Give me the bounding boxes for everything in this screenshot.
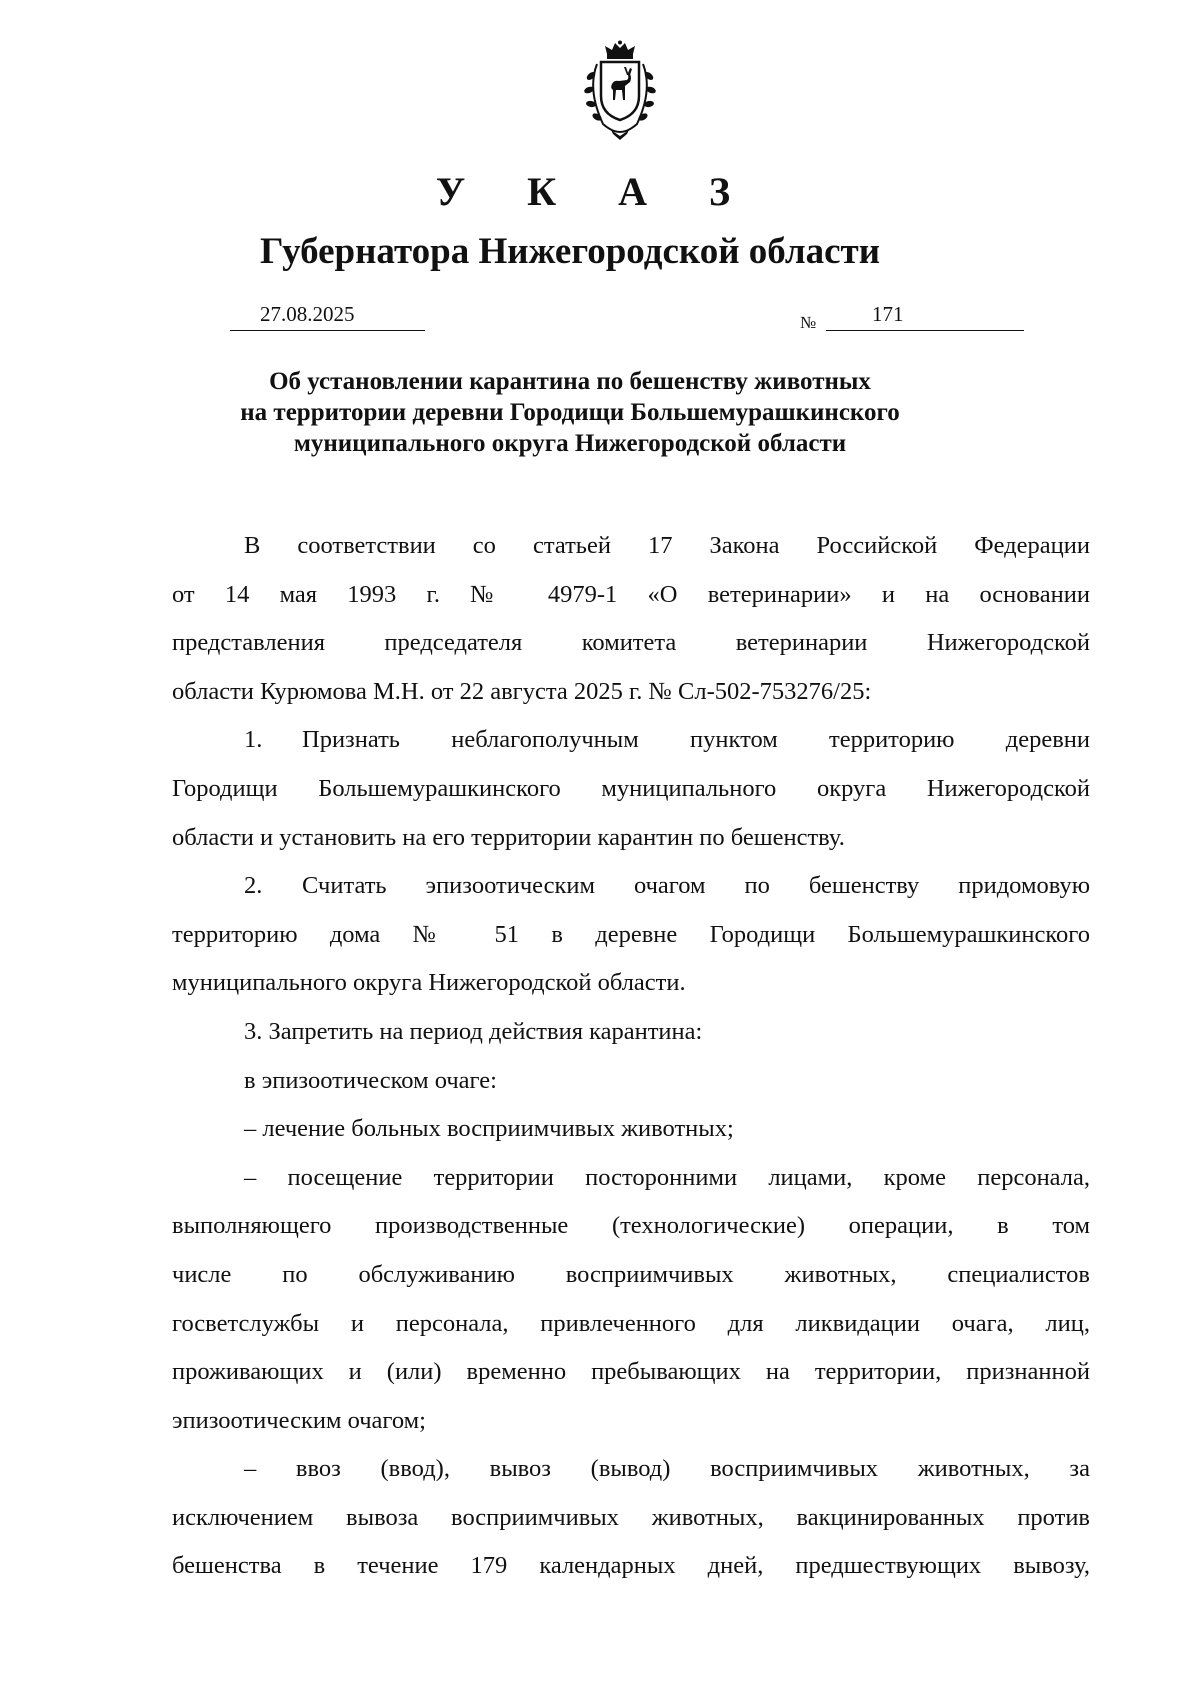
prohibition-2-line: госветслужбы и персонала, привлеченного для ликвидации очага, лиц, [172,1309,1090,1337]
prohibition-2-line: проживающих и (или) временно пребывающих на территории, признанной [172,1358,1090,1386]
item-2-line: территорию дома № 51 в деревне Городищи Большемурашкинского [172,920,1090,948]
prohibition-1: – лечение больных восприимчивых животных; [244,1115,734,1143]
coat-of-arms-emblem [567,40,673,146]
item-number: 1. [244,726,263,754]
prohibition-2-line: числе по обслуживанию восприимчивых животных, специалистов [172,1260,1090,1288]
decree-subject [170,366,970,459]
decree-date: 27.08.2025 [260,302,355,326]
decree-title: У К А З [435,169,757,214]
prohibition-3-line: бешенства в течение 179 календарных дней, предшествующих вывозу, [172,1552,1090,1580]
number-sign: № [800,313,817,332]
prohibition-3-line: – ввоз (ввод), вывоз (вывод) восприимчивых животных, за [244,1455,1090,1483]
item-2-first-line [172,862,1090,911]
item-text: Признать неблагополучным пунктом территорию деревни [302,726,1090,754]
decree-body [172,522,1090,1591]
prohibition-2-line: – посещение территории посторонними лицами, кроме персонала, [244,1163,1090,1191]
prohibition-2-line: эпизоотическим очагом; [172,1406,426,1434]
preamble-line: области Курюмова М.Н. от 22 августа 2025 г. № Сл-502-753276/25: [172,677,872,705]
item-2-line: муниципального округа Нижегородской области. [172,969,686,997]
decree-date-field [230,302,425,331]
subject-line: Об установлении карантина по бешенству животных [269,368,871,395]
decree-issuer: Губернатора Нижегородской области [259,231,881,272]
item-1-first-line [172,716,1090,765]
item-1-line: области и установить на его территории карантин по бешенству. [172,823,845,851]
item-3-line: 3. Запретить на период действия карантина: [244,1017,703,1045]
decree-number: 171 [872,302,904,326]
subject-line: на территории деревни Городищи Большемурашкинского [240,399,900,426]
item-text: Считать эпизоотическим очагом по бешенству придомовую [302,872,1090,900]
preamble-line: В соответствии со статьей 17 Закона Российской Федерации [244,532,1090,559]
subject-line: муниципального округа Нижегородской области [293,430,847,457]
decree-number-field [826,302,1024,331]
item-1-line: Городищи Большемурашкинского муниципального округа Нижегородской [172,774,1090,802]
preamble-line: от 14 мая 1993 г. № 4979-1 «О ветеринарии» и на основании [172,580,1090,608]
preamble-line: представления председателя комитета ветеринарии Нижегородской [172,629,1090,657]
prohibition-3-line: исключением вывоза восприимчивых животных, вакцинированных против [172,1503,1090,1531]
prohibition-2-line: выполняющего производственные (технологические) операции, в том [172,1212,1090,1240]
item-number: 2. [244,872,263,900]
item-3-subheading: в эпизоотическом очаге: [244,1066,497,1094]
